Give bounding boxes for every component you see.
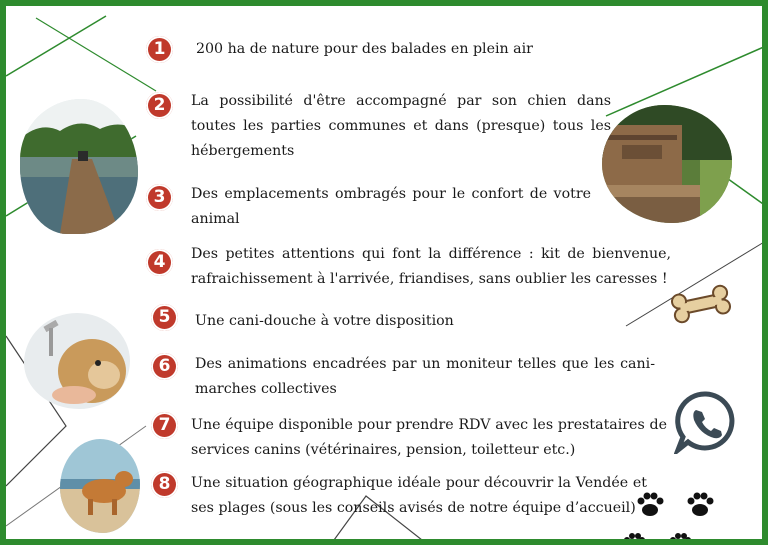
number-badge	[146, 184, 173, 211]
number-badge	[146, 249, 173, 276]
badge-number: 5	[158, 307, 171, 327]
item-text: La possibilité d'être accompagné par son chien dans toutes les parties communes et dans (presque) tous les hébergements	[191, 93, 611, 159]
lake-pier-photo	[20, 99, 138, 234]
item-text: Une situation géographique idéale pour découvrir la Vendée et ses plages (sous les conseils avisés de notre équipe d’accueil)	[191, 475, 647, 516]
item-text: Des petites attentions qui font la différence : kit de bienvenue, rafraichissement à l'arrivée, friandises, sans oublier les caresses !	[191, 246, 671, 287]
badge-number: 4	[153, 252, 166, 272]
bone-icon	[668, 284, 734, 324]
item-text: Une cani-douche à votre disposition	[195, 313, 454, 329]
number-badge	[146, 36, 173, 63]
badge-number: 6	[158, 356, 171, 376]
cabin-terrace-photo	[602, 105, 732, 223]
item-text: Une équipe disponible pour prendre RDV avec les prestataires de services canins (vétérinaires, pension, toiletteur etc.)	[191, 417, 667, 458]
dog-shower-photo	[24, 313, 130, 409]
number-badge	[151, 353, 178, 380]
badge-number: 3	[153, 187, 166, 207]
item-text: Des animations encadrées par un moniteur telles que les cani-marches collectives	[195, 356, 655, 397]
item-text: 200 ha de nature pour des balades en plein air	[196, 41, 533, 57]
number-badge	[151, 304, 178, 331]
badge-number: 2	[153, 95, 166, 115]
number-badge	[151, 471, 178, 498]
badge-number: 1	[153, 39, 166, 59]
item-text: Des emplacements ombragés pour le confort de votre animal	[191, 186, 591, 227]
badge-number: 8	[158, 474, 171, 494]
number-badge	[151, 412, 178, 439]
dog-beach-photo	[60, 439, 140, 533]
whatsapp-icon	[674, 390, 738, 454]
number-badge	[146, 92, 173, 119]
badge-number: 7	[158, 415, 171, 435]
